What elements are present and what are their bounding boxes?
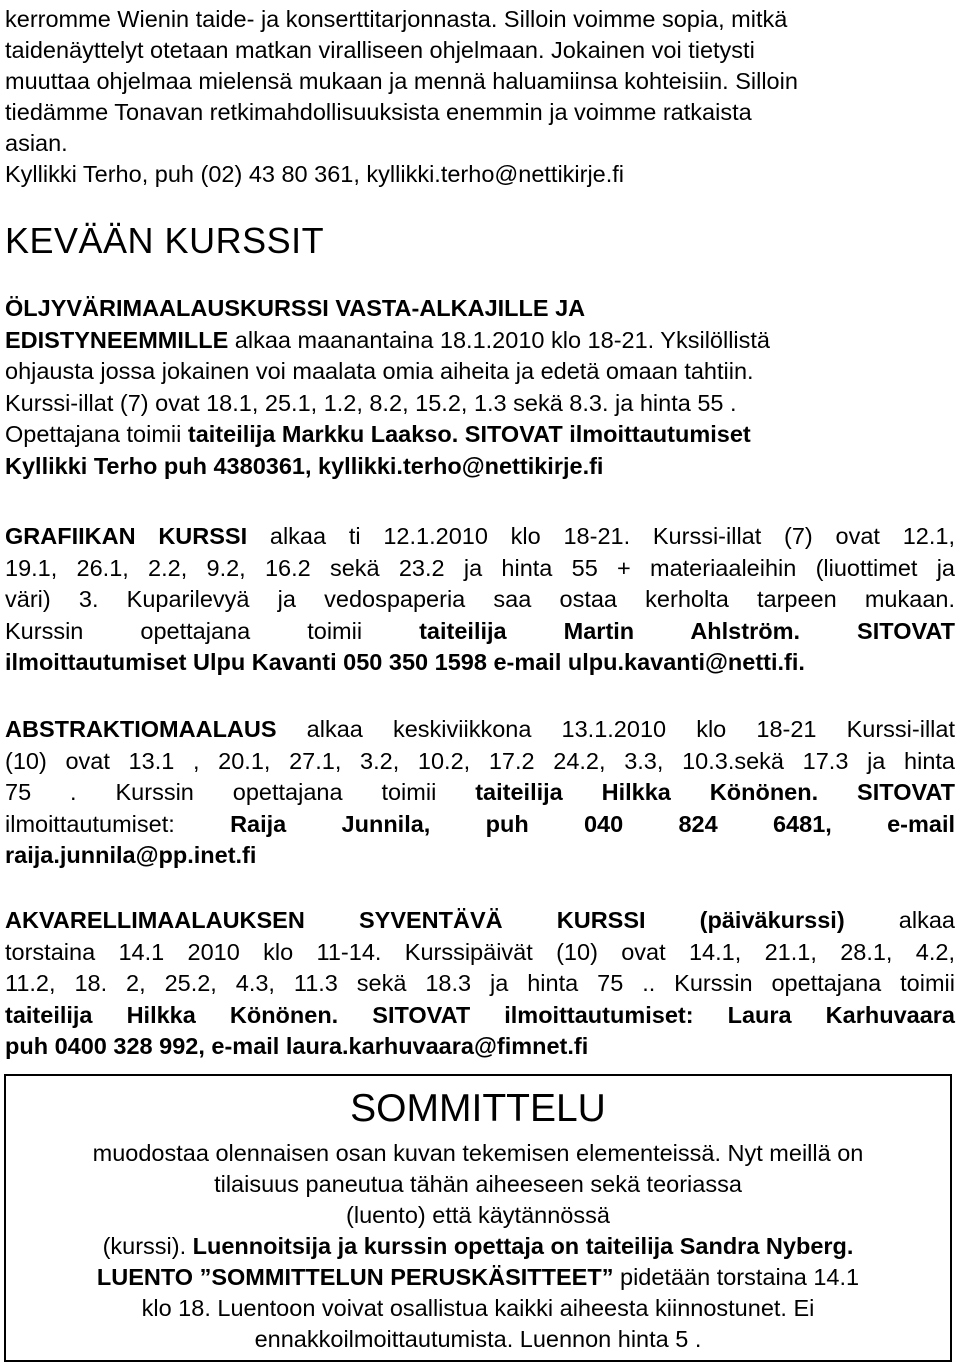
course-text: väri) 3. Kuparilevyä ja vedospaperia saa ostaa kerholta tarpeen mukaan. — [5, 586, 955, 612]
box-body — [6, 1138, 950, 1355]
course-oil-painting — [5, 293, 955, 482]
course-title: ABSTRAKTIOMAALAUS — [5, 716, 277, 742]
box-line: klo 18. Luentoon voivat osallistua kaikki aiheesta kiinnostunet. Ei — [141, 1295, 815, 1321]
course-abstract-painting — [5, 714, 955, 872]
course-dates-cont: 11.2, 18. 2, 25.2, 4.3, 11.3 sekä 18.3 ja hinta 75 .. Kurssin opettajana toimii — [5, 970, 955, 996]
course-contact: Raija Junnila, puh 040 824 6481, e-mail — [230, 810, 955, 837]
course-start: alkaa — [844, 907, 955, 933]
signup-label: SITOVAT — [818, 779, 955, 805]
course-dates: (10) ovat 13.1 , 20.1, 27.1, 3.2, 10.2, 17.2 24.2, 3.3, 10.3.sekä 17.3 ja hinta — [5, 747, 955, 774]
course-contact: ilmoittautumiset Ulpu Kavanti 050 350 1598 e-mail ulpu.kavanti@netti.fi. — [5, 649, 805, 675]
teacher-prefix: 75 . Kurssin opettajana toimii — [5, 779, 476, 805]
intro-paragraph — [5, 4, 955, 190]
box-title: SOMMITTELU — [350, 1087, 606, 1130]
course-start: alkaa keskiviikkona 13.1.2010 klo 18-21 Kurssi-illat — [276, 716, 955, 742]
box-line-prefix: (kurssi). — [102, 1233, 193, 1259]
course-teacher: taiteilija Hilkka Könönen. — [475, 779, 819, 805]
box-lecturer: Luennoitsija ja kurssin opettaja on taiteilija Sandra Nyberg. — [192, 1233, 854, 1259]
box-lecture-date: pidetään torstaina 14.1 — [613, 1264, 860, 1290]
course-dates: Kurssi-illat (7) ovat 18.1, 25.1, 1.2, 8.2, 15.2, 1.3 sekä 8.3. ja hinta 55 . — [5, 389, 737, 416]
course-contact: Kyllikki Terho puh 4380361, kyllikki.terho@nettikirje.fi — [5, 452, 604, 479]
course-text: ohjausta jossa jokainen voi maalata omia aiheita ja edetä omaan tahtiin. — [5, 358, 754, 384]
signup-label: SITOVAT — [800, 617, 955, 644]
intro-line: taidenäyttelyt otetaan matkan viralliseen ohjelmaan. Jokainen voi tietysti — [5, 37, 755, 63]
sommittelu-box — [4, 1074, 952, 1362]
box-line: tilaisuus paneutua tähän aiheeseen sekä teoriassa — [214, 1171, 742, 1197]
box-line: (luento) että käytännössä — [346, 1202, 610, 1228]
signup-label: SITOVAT ilmoittautumiset — [458, 421, 751, 447]
signup-prefix: ilmoittautumiset: — [5, 810, 231, 837]
box-line: muodostaa olennaisen osan kuvan tekemisen elementeissä. Nyt meillä on — [92, 1140, 864, 1166]
course-title-cont: EDISTYNEEMMILLE — [5, 326, 229, 353]
teacher-prefix: Kurssin opettajana toimii — [5, 617, 420, 644]
course-contact-email: raija.junnila@pp.inet.fi — [5, 842, 257, 868]
intro-contact: Kyllikki Terho, puh (02) 43 80 361, kyllikki.terho@nettikirje.fi — [5, 161, 625, 187]
intro-line: tiedämme Tonavan retkimahdollisuuksista enemmin ja voimme ratkaista — [5, 99, 752, 125]
course-title: ÖLJYVÄRIMAALAUSKURSSI VASTA-ALKAJILLE JA — [5, 295, 586, 321]
intro-line: kerromme Wienin taide- ja konserttitarjonnasta. Silloin voimme sopia, mitkä — [5, 6, 788, 32]
course-teacher-signup: taiteilija Hilkka Könönen. SITOVAT ilmoittautumiset: Laura Karhuvaara — [5, 1001, 955, 1028]
teacher-prefix: Opettajana toimii — [5, 421, 188, 447]
section-heading: KEVÄÄN KURSSIT — [5, 220, 325, 261]
box-lecture-title: LUENTO ”SOMMITTELUN PERUSKÄSITTEET” — [96, 1264, 614, 1290]
course-start: alkaa maanantaina 18.1.2010 klo 18-21. Yksilöllistä — [228, 326, 770, 353]
course-watercolor — [5, 905, 955, 1063]
intro-line: muuttaa ohjelmaa mielensä mukaan ja mennä haluamiinsa kohteisiin. Silloin — [5, 68, 798, 94]
course-contact: puh 0400 328 992, e-mail laura.karhuvaara@fimnet.fi — [5, 1033, 589, 1059]
intro-line: asian. — [5, 130, 68, 156]
course-teacher: taiteilija Markku Laakso. — [187, 421, 459, 447]
course-graphics — [5, 521, 955, 679]
course-title: GRAFIIKAN KURSSI — [5, 523, 248, 549]
course-dates: 19.1, 26.1, 2.2, 9.2, 16.2 sekä 23.2 ja hinta 55 + materiaaleihin (liuottimet ja — [5, 554, 955, 581]
box-line: ennakkoilmoittautumista. Luennon hinta 5 . — [254, 1326, 702, 1352]
course-teacher: taiteilija Martin Ahlström. — [419, 617, 801, 644]
course-dates: torstaina 14.1 2010 klo 11-14. Kurssipäivät (10) ovat 14.1, 21.1, 28.1, 4.2, — [5, 938, 955, 965]
course-title: AKVARELLIMAALAUKSEN SYVENTÄVÄ KURSSI (päiväkurssi) — [5, 907, 845, 933]
course-start: alkaa ti 12.1.2010 klo 18-21. Kurssi-illat (7) ovat 12.1, — [247, 523, 955, 549]
